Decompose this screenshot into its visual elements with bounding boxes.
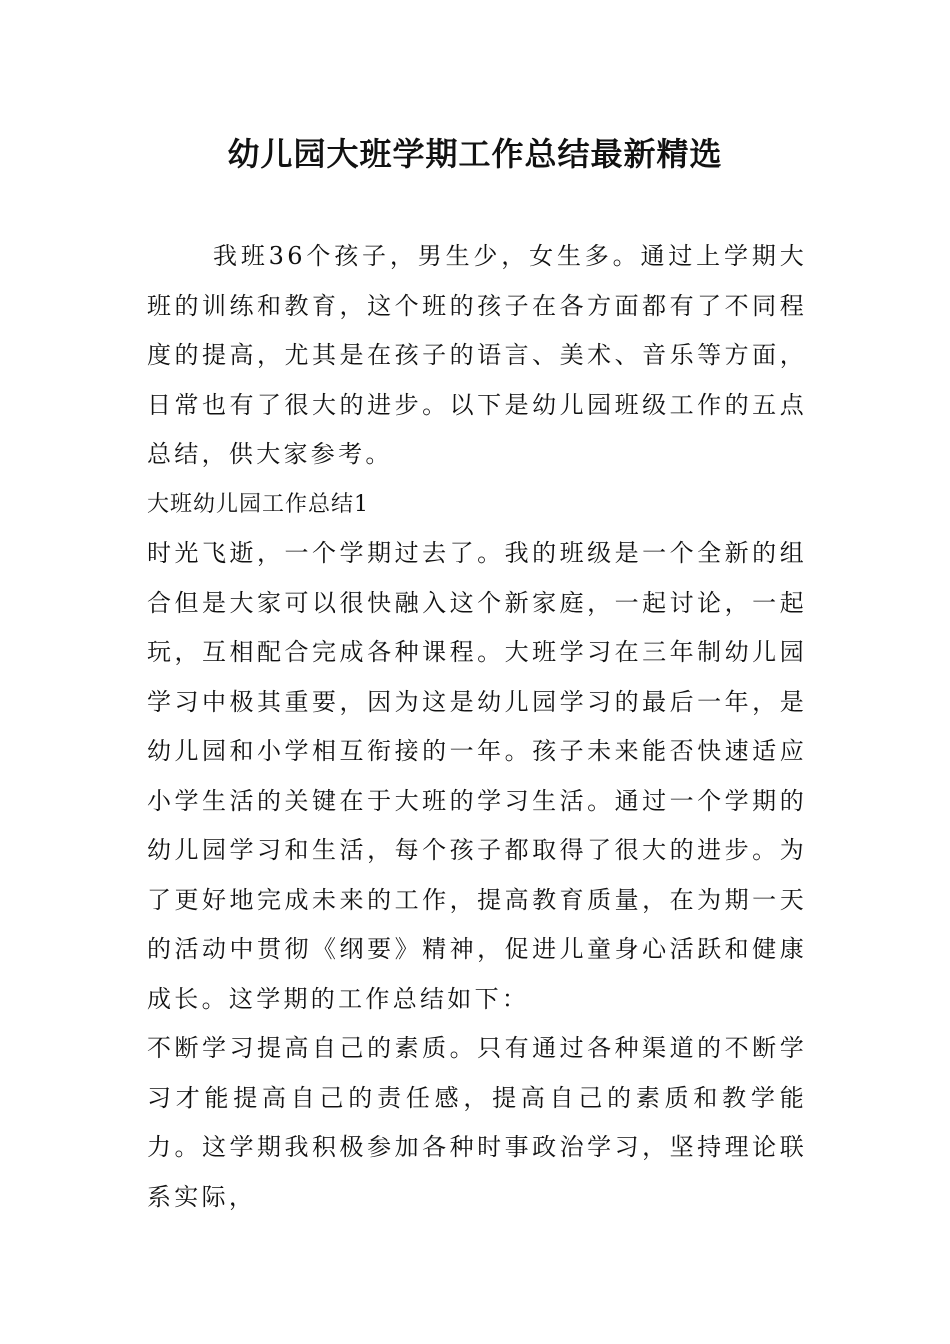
- document-title: 幼儿园大班学期工作总结最新精选: [227, 135, 723, 173]
- body-paragraph-1: 时光飞逝，一个学期过去了。我的班级是一个全新的组合但是大家可以很快融入这个新家庭，一起讨论，一起玩，互相配合完成各种课程。大班学习在三年制幼儿园学习中极其重要，因为这是幼儿园学习的最后一年，是幼儿园和小学相互衔接的一年。孩子未来能否快速适应小学生活的关键在于大班的学习生活。通过一个学期的幼儿园学习和生活，每个孩子都取得了很大的进步。为了更好地完成未来的工作，提高教育质量，在为期一天的活动中贯彻《纲要》精神，促进儿童身心活跃和健康成长。这学期的工作总结如下：: [147, 539, 807, 1013]
- intro-paragraph: 我班36个孩子，男生少，女生多。通过上学期大班的训练和教育，这个班的孩子在各方面都有了不同程度的提高，尤其是在孩子的语言、美术、音乐等方面，日常也有了很大的进步。以下是幼儿园班级工作的五点总结，供大家参考。: [147, 242, 807, 468]
- body-paragraph-2: 不断学习提高自己的素质。只有通过各种渠道的不断学习才能提高自己的责任感，提高自己的素质和教学能力。这学期我积极参加各种时事政治学习，坚持理论联系实际，: [147, 1034, 807, 1211]
- section-heading: 大班幼儿园工作总结1: [147, 491, 369, 517]
- document-body: [147, 232, 807, 1222]
